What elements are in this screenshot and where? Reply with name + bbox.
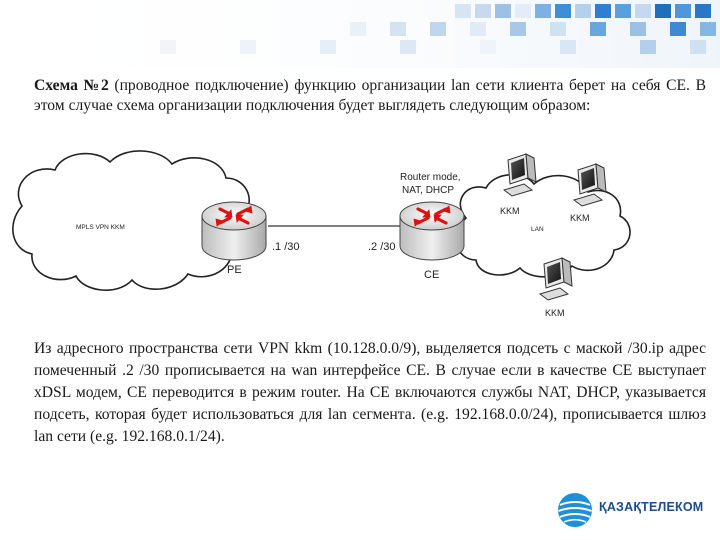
kazakhtelecom-logo xyxy=(555,490,715,530)
logo-text: ҚАЗАҚТЕЛЕКОМ xyxy=(599,500,704,514)
ce-router-icon xyxy=(400,202,464,260)
pe-label: PE xyxy=(227,264,242,276)
kkm-computer-icon xyxy=(574,164,606,206)
pe-router-icon xyxy=(202,202,266,260)
lan-label: LAN xyxy=(531,226,544,233)
ce-ip-label: .2 /30 xyxy=(368,241,396,253)
network-diagram xyxy=(0,142,720,332)
nat-dhcp-label: NAT, DHCP xyxy=(402,185,455,196)
intro-paragraph xyxy=(34,76,706,115)
kkm-label-3: KKM xyxy=(545,308,565,318)
ce-label: CE xyxy=(424,269,440,281)
kkm-computer-icon xyxy=(540,258,572,300)
kkm-label-1: KKM xyxy=(500,206,520,216)
kkm-label-2: KKM xyxy=(570,213,590,223)
kkm-computer-icon xyxy=(504,154,536,196)
scheme-title: Схема №2 xyxy=(34,77,109,94)
top-banner xyxy=(0,0,720,68)
pe-ip-label: .1 /30 xyxy=(272,241,300,253)
body-paragraph: Из адресного пространства сети VPN kkm (10.128.0.0/9), выделяется подсеть с маской /30.ip адрес помеченный .2 /30 прописывается на wan интерфейсе СЕ. В случае если в качестве CE выступает xDSL модем, CE переводится в режим router. На СЕ включаются службы NAT, DHCP, указывается подсеть, которая будет использоваться для lan сегмента. (e.g. 192.168.0.0/24), прописывается шлюз lan сети (e.g. 192.168.0.1/24). xyxy=(34,340,706,445)
intro-text: (проводное подключение) функцию организации lan сети клиента берет на себя СЕ. В этом случае схема организации подключения будет выглядеть следующим образом: xyxy=(34,77,706,114)
router-mode-label: Router mode, xyxy=(400,172,461,183)
mpls-cloud-label: MPLS VPN KKM xyxy=(76,224,125,231)
globe-icon xyxy=(555,490,595,530)
